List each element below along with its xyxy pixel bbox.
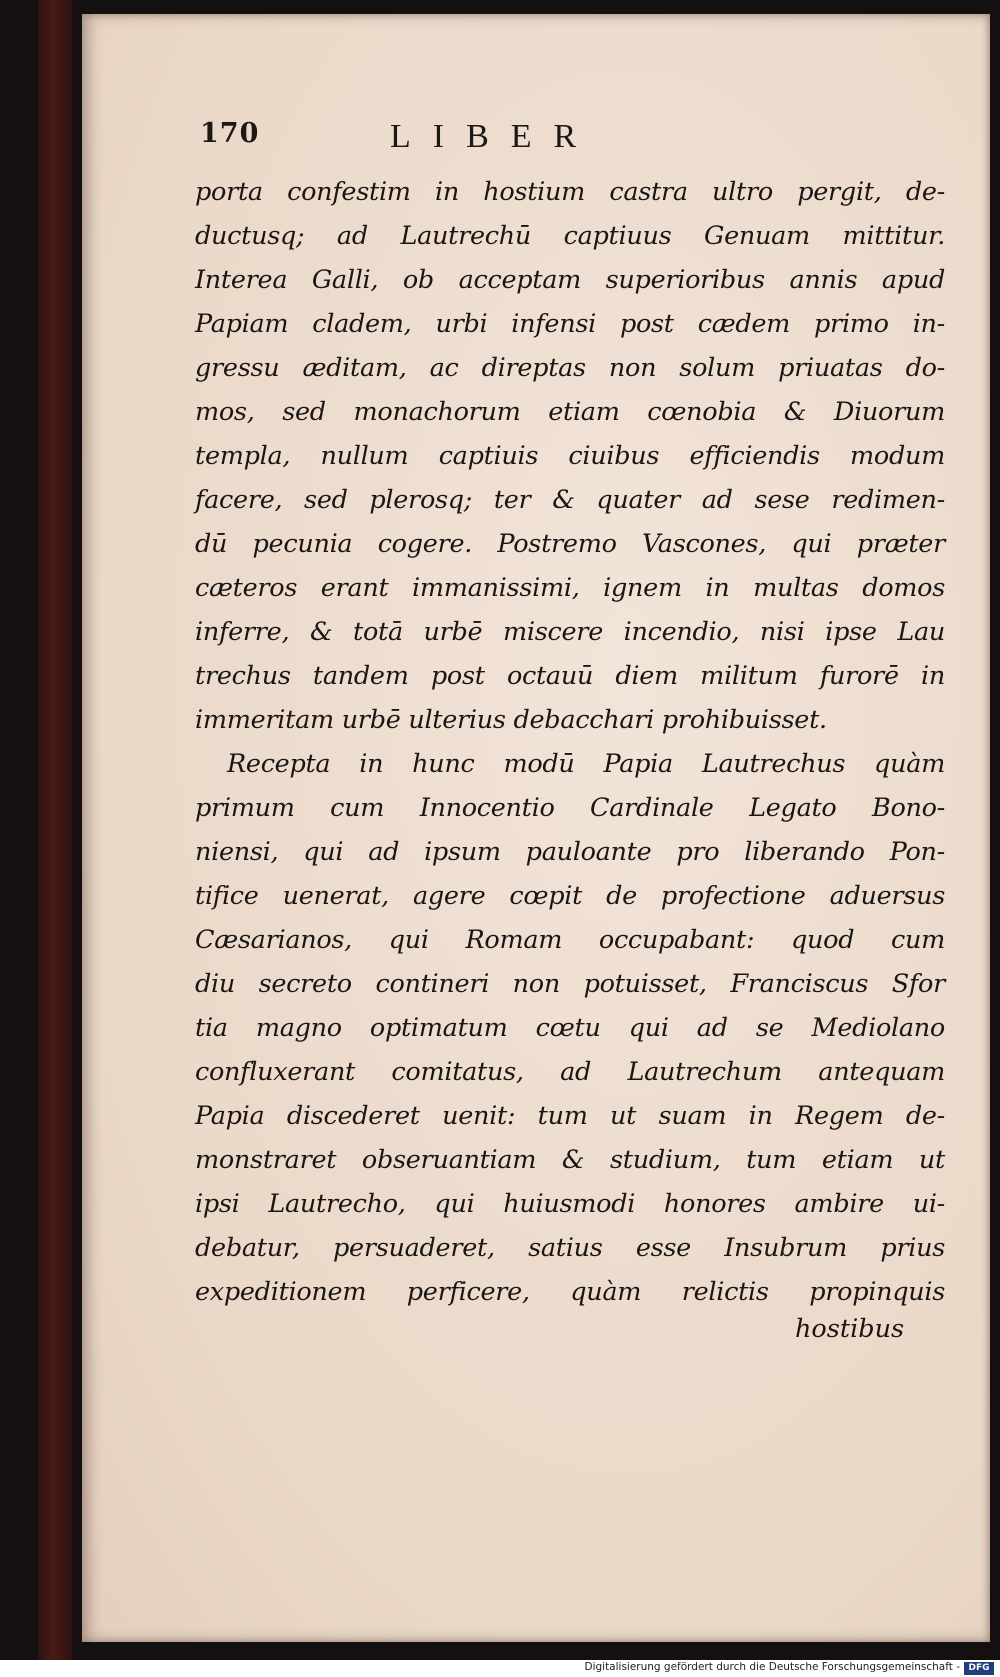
text-line: monstraret obseruantiam & studium, tum etiam ut (195, 1145, 945, 1175)
text-line: primum cum Innocentio Cardinale Legato Bono- (195, 793, 945, 823)
catchword: hostibus (795, 1314, 905, 1344)
text-line: Papiam cladem, urbi infensi post cædem primo in- (195, 309, 945, 339)
book-binding-edge (38, 0, 72, 1660)
text-line: tifice uenerat, agere cœpit de profectione aduersus (195, 881, 945, 911)
page-header (200, 118, 720, 158)
text-line: dū pecunia cogere. Postremo Vascones, qui præter (195, 529, 945, 559)
text-line: confluxerant comitatus, ad Lautrechum antequam (195, 1057, 945, 1087)
text-line: inferre, & totā urbē miscere incendio, nisi ipse Lau (195, 617, 945, 647)
body-text (195, 170, 945, 1314)
text-line: mos, sed monachorum etiam cœnobia & Diuorum (195, 397, 945, 427)
dfg-logo-badge: DFG (964, 1662, 994, 1675)
text-line: porta confestim in hostium castra ultro pergit, de- (195, 177, 945, 207)
text-line: diu secreto contineri non potuisset, Franciscus Sfor (195, 969, 945, 999)
text-line: Papia discederet uenit: tum ut suam in Regem de- (195, 1101, 945, 1131)
text-line: facere, sed plerosq; ter & quater ad sese redimen- (195, 485, 945, 515)
text-line: cæteros erant immanissimi, ignem in multas domos (195, 573, 945, 603)
text-line: immeritam urbē ulterius debacchari prohibuisset. (195, 705, 827, 735)
running-head: LIBER (390, 118, 599, 155)
text-line: expeditionem perficere, quàm relictis propinquis (195, 1277, 945, 1307)
text-line: tia magno optimatum cœtu qui ad se Mediolano (195, 1013, 945, 1043)
text-line: debatur, persuaderet, satius esse Insubrum prius (195, 1233, 945, 1263)
text-line: Interea Galli, ob acceptam superioribus annis apud (195, 265, 945, 295)
page-number: 170 (200, 118, 260, 149)
text-line: ipsi Lautrecho, qui huiusmodi honores ambire ui- (195, 1189, 945, 1219)
text-line: niensi, qui ad ipsum pauloante pro liberando Pon- (195, 837, 945, 867)
text-line: gressu æditam, ac direptas non solum priuatas do- (195, 353, 945, 383)
text-line: templa, nullum captiuis ciuibus efficiendis modum (195, 441, 945, 471)
text-line: ductusq; ad Lautrechū captiuus Genuam mittitur. (195, 221, 945, 251)
text-line: Cæsarianos, qui Romam occupabant: quod cum (195, 925, 945, 955)
text-line: trechus tandem post octauū diem militum furorē in (195, 661, 945, 691)
digitization-credit: Digitalisierung gefördert durch die Deutsche Forschungsgemeinschaft - (584, 1661, 960, 1673)
text-line: Recepta in hunc modū Papia Lautrechus quàm (227, 749, 945, 779)
